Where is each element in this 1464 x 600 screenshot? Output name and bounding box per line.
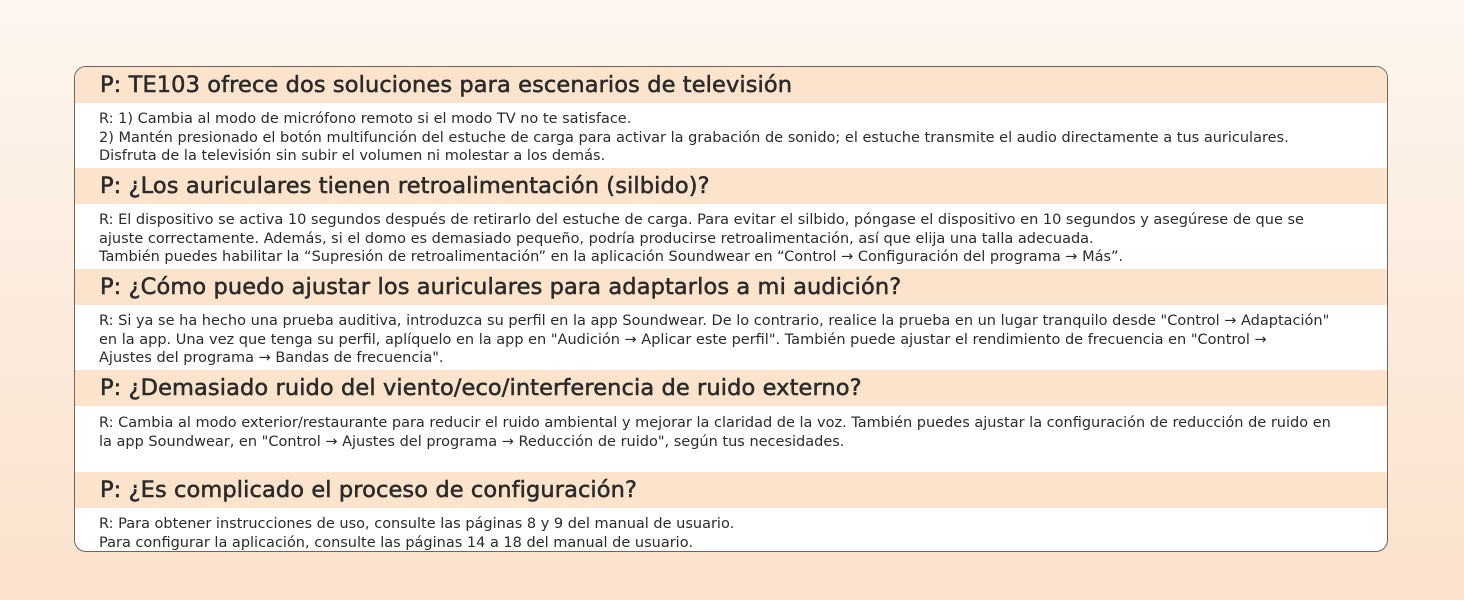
faq-answer-2 (99, 211, 1347, 267)
faq-card (74, 66, 1388, 552)
faq-answer-1 (99, 110, 1347, 166)
faq-answer-3 (99, 312, 1347, 368)
answer-line: También puedes habilitar la “Supresión de retroalimentación” en la aplicación Soundwear en “Control → Configuración del programa → Más”. (99, 249, 1124, 265)
faq-question-3: P: ¿Cómo puedo ajustar los auriculares para adaptarlos a mi audición? (75, 269, 1387, 305)
answer-line: R: Si ya se ha hecho una prueba auditiva, introduzca su perfil en la app Soundwear. De lo contrario, realice la prueba en un lugar tranquilo desde "Control → Adaptación" (99, 313, 1330, 329)
faq-question-5: P: ¿Es complicado el proceso de configuración? (75, 472, 1387, 508)
faq-answer-4 (99, 414, 1347, 451)
answer-line: R: 1) Cambia al modo de micrófono remoto si el modo TV no te satisface. (99, 111, 632, 127)
answer-line: R: Cambia al modo exterior/restaurante para reducir el ruido ambiental y mejorar la claridad de la voz. También puedes ajustar la configuración de reducción de ruido en (99, 415, 1331, 431)
answer-line: en la app. Una vez que tenga su perfil, aplíquelo en la app en "Audición → Aplicar este perfil". También puede ajustar el rendimiento de frecuencia en "Control → (99, 331, 1267, 348)
answer-line: Ajustes del programa → Bandas de frecuencia". (99, 350, 444, 366)
answer-line: R: El dispositivo se activa 10 segundos después de retirarlo del estuche de carga. Para evitar el silbido, póngase el dispositivo en 10 segundos y asegúrese de que se (99, 212, 1304, 228)
answer-line: R: Para obtener instrucciones de uso, consulte las páginas 8 y 9 del manual de usuario. (99, 516, 735, 532)
answer-line: 2) Mantén presionado el botón multifunción del estuche de carga para activar la grabación de sonido; el estuche transmite el audio directamente a tus auriculares. (99, 129, 1289, 146)
faq-question-2: P: ¿Los auriculares tienen retroalimentación (silbido)? (75, 168, 1387, 204)
faq-question-4: P: ¿Demasiado ruido del viento/eco/interferencia de ruido externo? (75, 370, 1387, 406)
answer-line: Para configurar la aplicación, consulte las páginas 14 a 18 del manual de usuario. (99, 534, 693, 551)
answer-line: ajuste correctamente. Además, si el domo es demasiado pequeño, podría producirse retroalimentación, así que elija una talla adecuada. (99, 230, 1094, 247)
answer-line: Disfruta de la televisión sin subir el volumen ni molestar a los demás. (99, 148, 606, 164)
faq-answer-5 (99, 515, 1347, 552)
answer-line: la app Soundwear, en "Control → Ajustes del programa → Reducción de ruido", según tus necesidades. (99, 433, 845, 450)
faq-question-1: P: TE103 ofrece dos soluciones para escenarios de televisión (75, 67, 1387, 103)
